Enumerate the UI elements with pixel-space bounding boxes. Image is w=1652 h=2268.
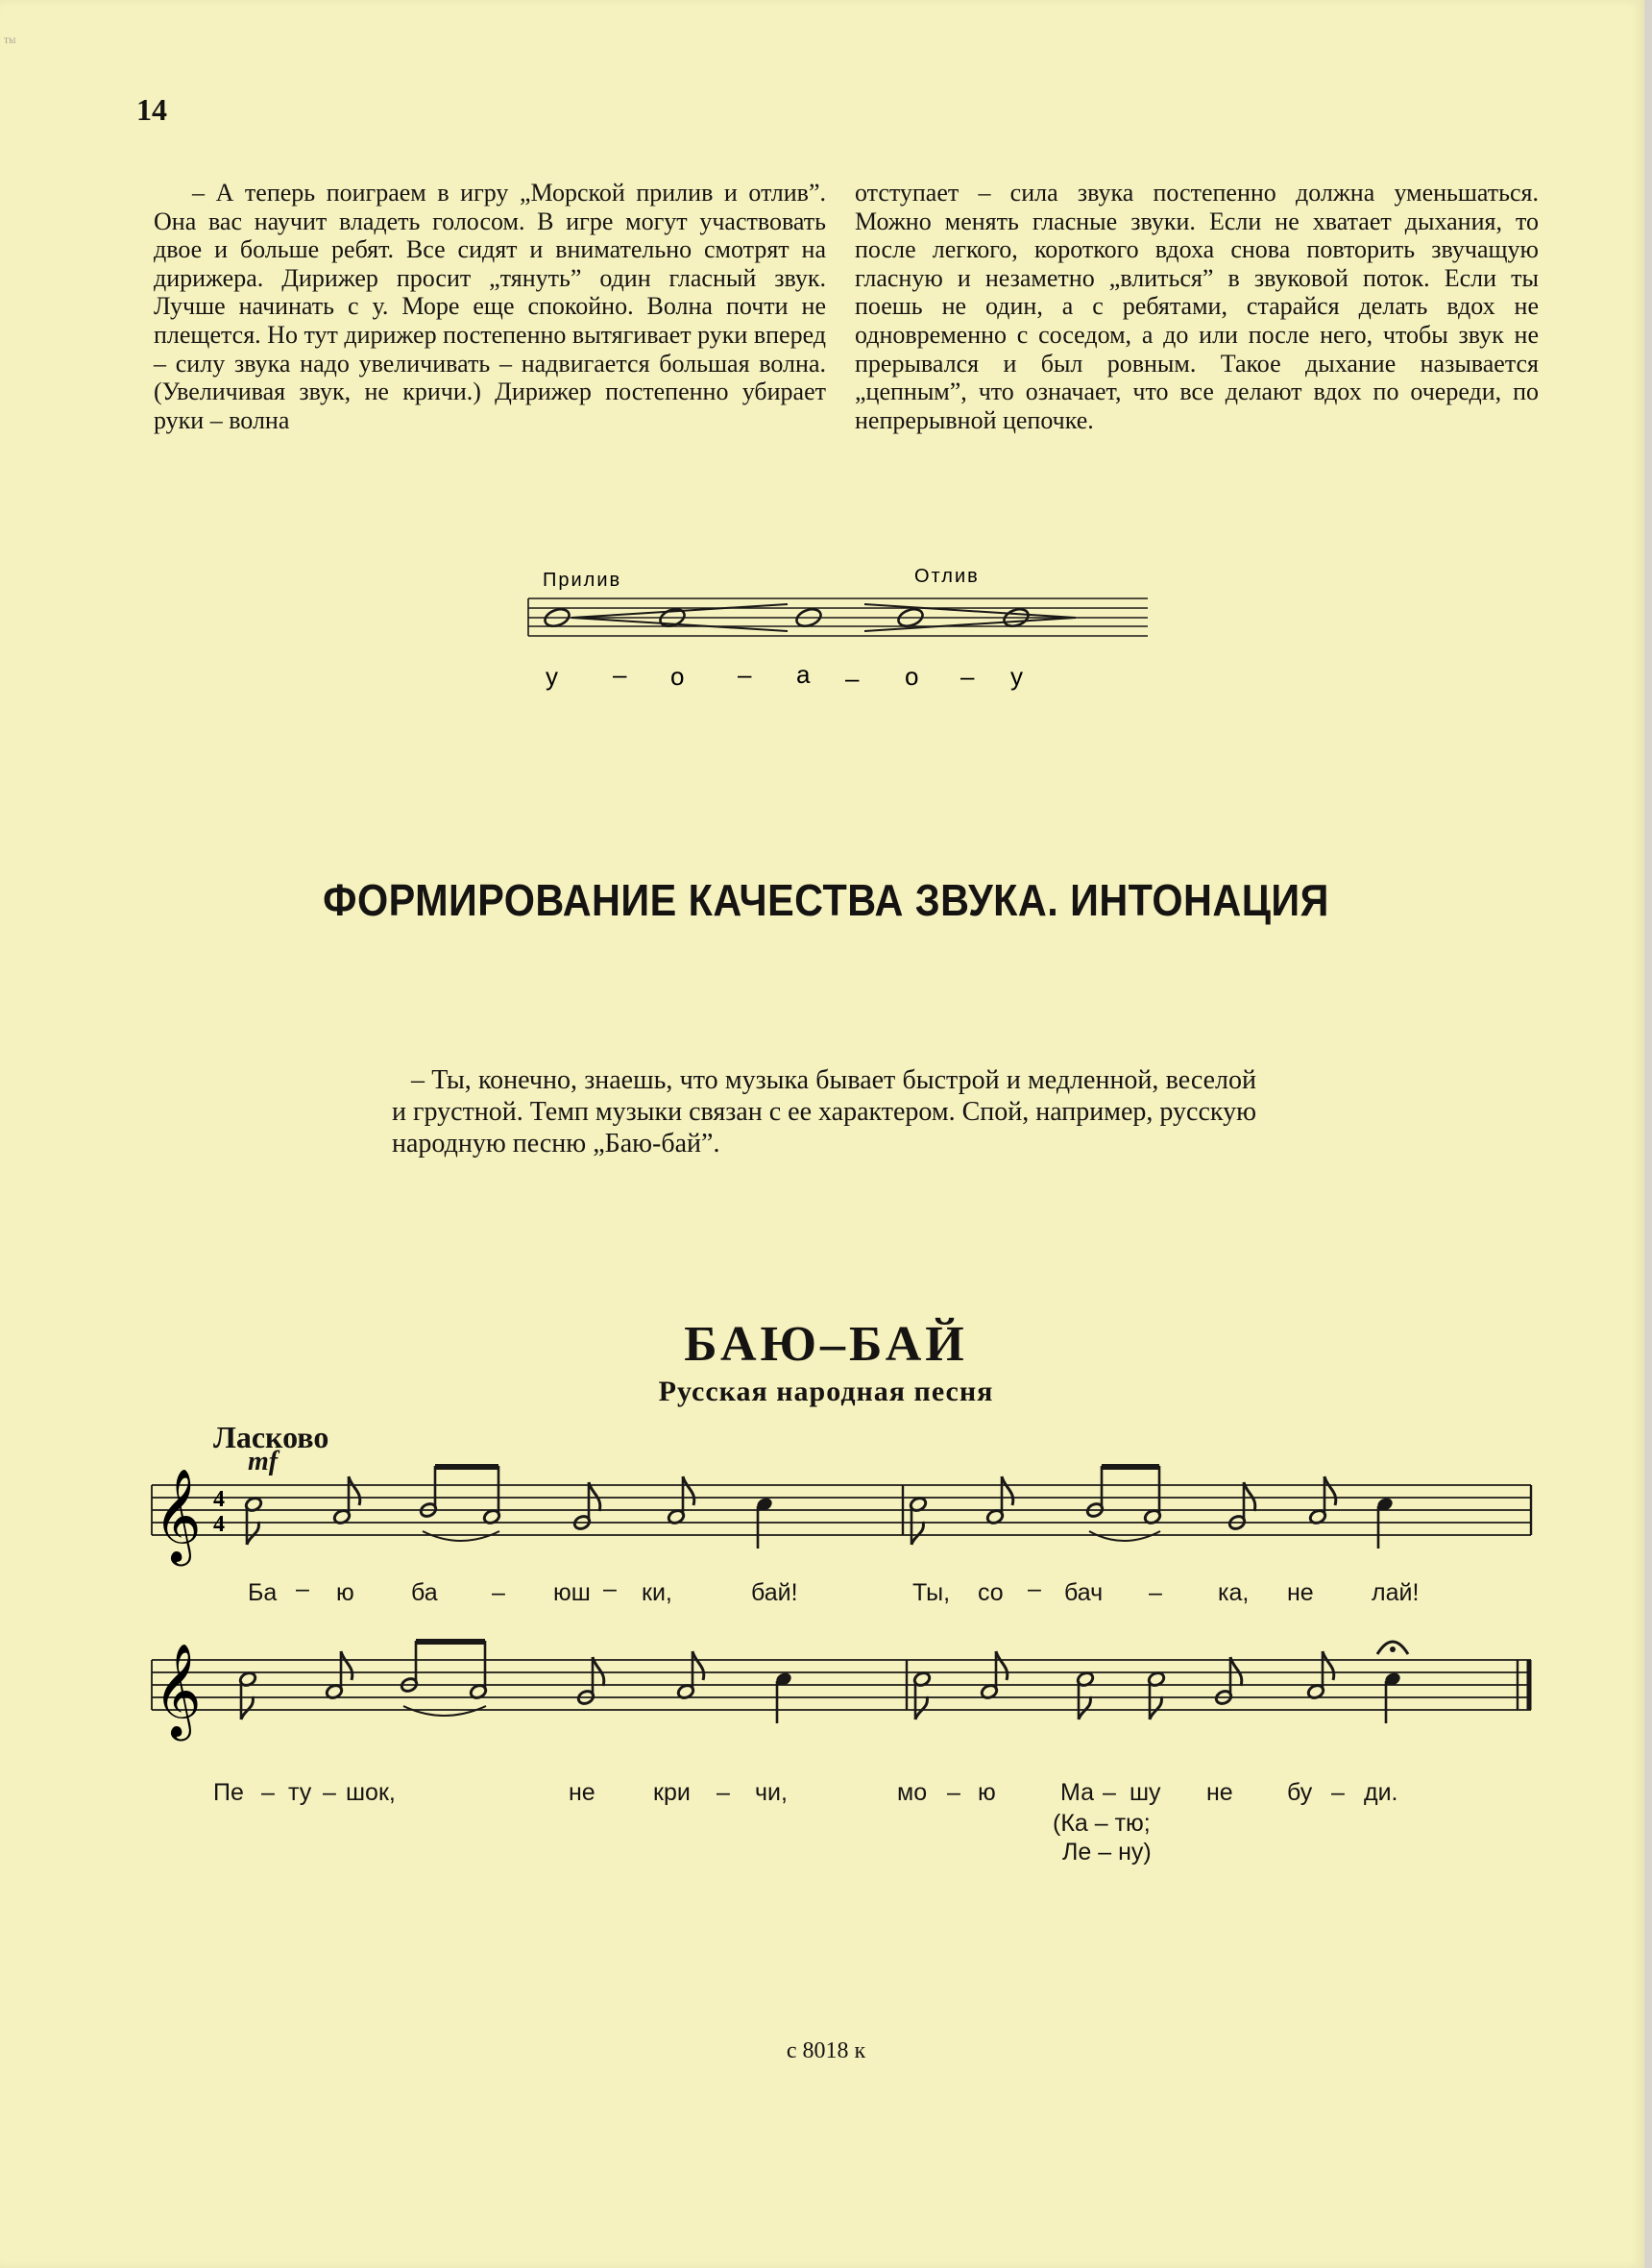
song-title: БАЮ–БАЙ: [684, 1317, 968, 1372]
vowel: у: [546, 662, 558, 691]
lyric-syllable: кри: [653, 1779, 691, 1806]
alt-lyrics-lenu: Ле – ну): [1062, 1839, 1152, 1866]
margin-mark: ᵀʰᴵ: [4, 37, 16, 51]
lyric-syllable: шу: [1130, 1779, 1161, 1806]
lyric-hyphen: –: [603, 1575, 617, 1602]
lyric-syllable: ка,: [1218, 1579, 1250, 1606]
dynamic-marking: mf: [248, 1447, 279, 1476]
lyric-hyphen: –: [1149, 1579, 1162, 1606]
lyric-hyphen: –: [261, 1779, 275, 1806]
lyric-syllable: Ты,: [912, 1579, 951, 1606]
tempo-marking: Ласково: [213, 1420, 329, 1454]
time-signature-top: 4: [213, 1487, 225, 1512]
lyric-syllable: юш: [553, 1579, 591, 1606]
vowel-dash: –: [960, 662, 975, 691]
left-column: [154, 179, 826, 434]
lyric-syllable: Ма: [1060, 1779, 1095, 1806]
vowel: о: [670, 662, 685, 691]
lyric-syllable: бай!: [751, 1579, 798, 1606]
vowel: а: [796, 660, 811, 689]
lyric-syllable: ту: [288, 1779, 312, 1806]
fermata-icon: [1377, 1642, 1408, 1654]
tide-label-right: Отлив: [914, 566, 980, 587]
lyric-hyphen: –: [717, 1779, 730, 1806]
lyric-hyphen: –: [1103, 1779, 1116, 1806]
right-column: [855, 179, 1539, 434]
right-column-text: отступает – сила звука постепенно должна уменьшаться. Можно менять гласные звуки. Если не хватает дыхания, то после легкого, короткого вдоха снова повторить звучащую гласную и незаметно „влиться” в звуковой поток. Если ты поешь не один, а с ребятами, старайся делать вдох не одновременно с соседом, а до или после него, чтобы звук не прерывался и был ровным. Такое дыхание называется „цепным”, что означает, что все делают вдох по очереди, по непрерывной цепочке.: [855, 179, 1539, 434]
lyric-syllable: ки,: [642, 1579, 672, 1606]
lyric-syllable: бач: [1064, 1579, 1104, 1606]
left-column-text: – А теперь поиграем в игру „Морской прилив и отлив”. Она вас научит владеть голосом. В игре могут участвовать двое и больше ребят. Все сидят и внимательно смотрят на дирижера. Дирижер просит „тянуть” один гласный звук. Лучше начинать с у. Море еще спокойно. Волна почти не плещется. Но тут дирижер постепенно вытягивает руки вперед – силу звука надо увеличивать – надвигается большая волна. (Увеличивая звук, не кричи.) Дирижер постепенно убирает руки – волна: [154, 179, 826, 434]
intro-text: – Ты, конечно, знаешь, что музыка бывает быстрой и медленной, веселой и грустной. Темп музыки связан с ее характером. Спой, например, русскую народную песню „Баю-бай”.: [392, 1065, 1256, 1158]
vowel-dash: –: [613, 660, 627, 689]
lyric-syllable: не: [1206, 1779, 1233, 1806]
lyric-syllable: мо: [897, 1779, 928, 1806]
lyric-syllable: не: [569, 1779, 595, 1806]
lyric-syllable: ю: [336, 1579, 354, 1606]
staff-line-2: [152, 1641, 1531, 1741]
lyric-syllable: чи,: [755, 1779, 788, 1806]
intro-paragraph: [392, 1064, 1256, 1159]
page-number: 14: [136, 92, 167, 127]
footer-code: с 8018 к: [786, 2038, 866, 2063]
treble-clef-icon: 𝄞: [154, 1643, 202, 1737]
vowel: у: [1010, 662, 1023, 691]
vowel: о: [905, 662, 919, 691]
lyric-syllable: ба: [411, 1579, 438, 1606]
section-heading: ФОРМИРОВАНИЕ КАЧЕСТВА ЗВУКА. ИНТОНАЦИЯ: [323, 875, 1329, 925]
staff-line-1: [152, 1466, 1531, 1566]
lyric-hyphen: –: [947, 1779, 960, 1806]
vowel-dash: –: [845, 664, 860, 693]
vowel-dash: –: [738, 660, 752, 689]
lyric-hyphen: –: [492, 1579, 505, 1606]
time-signature-bottom: 4: [213, 1512, 225, 1537]
tide-diagram: [499, 562, 1162, 706]
lyric-syllable: бу: [1287, 1779, 1313, 1806]
lyric-syllable: не: [1287, 1579, 1314, 1606]
lyric-syllable: Пе: [213, 1779, 244, 1806]
treble-clef-icon: 𝄞: [154, 1468, 202, 1562]
tide-vowels: [546, 660, 1023, 693]
lyric-hyphen: –: [1028, 1575, 1041, 1602]
tide-label-left: Прилив: [543, 570, 622, 591]
lyric-syllable: Ба: [248, 1579, 278, 1606]
lyric-syllable: лай!: [1372, 1579, 1420, 1606]
lyric-hyphen: –: [323, 1779, 336, 1806]
lyric-syllable: со: [978, 1579, 1004, 1606]
song-subtitle: Русская народная песня: [658, 1376, 994, 1407]
lyric-syllable: шок,: [346, 1779, 396, 1806]
lyric-hyphen: –: [1331, 1779, 1345, 1806]
lyric-syllable: ю: [978, 1779, 996, 1806]
alt-lyrics-katyu: (Ка – тю;: [1053, 1810, 1151, 1837]
lyric-hyphen: –: [296, 1575, 309, 1602]
lyric-syllable: ди.: [1364, 1779, 1398, 1806]
